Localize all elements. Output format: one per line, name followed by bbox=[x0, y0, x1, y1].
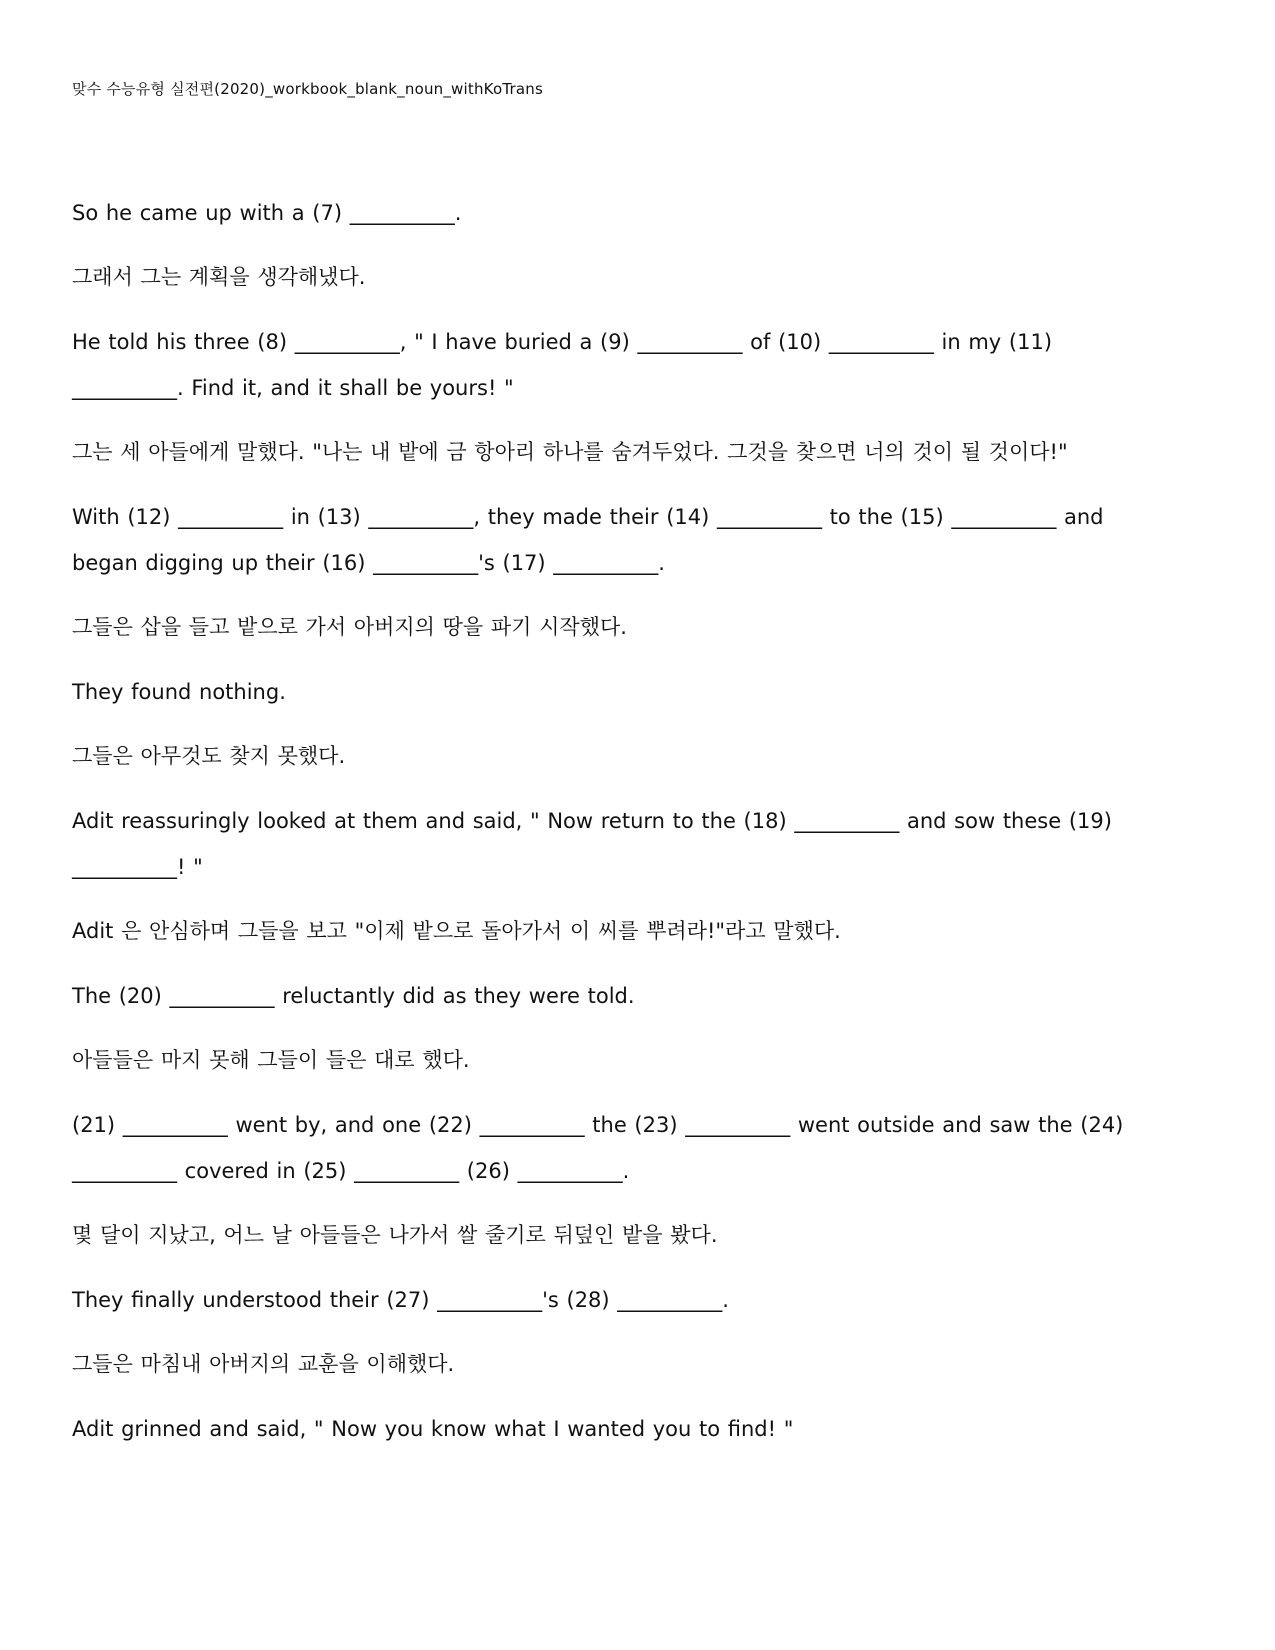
sentence-korean-translation: 그들은 마침내 아버지의 교훈을 이해했다. bbox=[72, 1352, 455, 1376]
sentence-english: He told his three (8) __________, " I have buried a (9) __________ of (10) __________ in my (11) __________. Find it, and it shall be yours! " bbox=[72, 330, 1053, 400]
sentence-korean-translation: Adit 은 안심하며 그들을 보고 "이제 밭으로 돌아가서 이 씨를 뿌려라!"라고 말했다. bbox=[72, 919, 841, 943]
sentence-english: Adit reassuringly looked at them and said, " Now return to the (18) __________ and sow these (19) __________! " bbox=[72, 809, 1112, 879]
sentence-english: The (20) __________ reluctantly did as they were told. bbox=[72, 984, 635, 1008]
sentence-english: With (12) __________ in (13) __________, they made their (14) __________ to the (15) __________ and began digging up their (16) __________'s (17) __________. bbox=[72, 505, 1104, 575]
sentence-english: So he came up with a (7) __________. bbox=[72, 201, 462, 225]
sentence-english: (21) __________ went by, and one (22) __________ the (23) __________ went outside and saw the (24) __________ covered in (25) __________ (26) __________. bbox=[72, 1113, 1124, 1183]
sentence-english: They finally understood their (27) __________'s (28) __________. bbox=[72, 1288, 729, 1312]
sentence-korean-translation: 그래서 그는 계획을 생각해냈다. bbox=[72, 265, 366, 289]
sentence-english: Adit grinned and said, " Now you know what I wanted you to find! " bbox=[72, 1417, 794, 1441]
sentence-english: They found nothing. bbox=[72, 680, 286, 704]
sentence-korean-translation: 그들은 아무것도 찾지 못했다. bbox=[72, 744, 346, 768]
document-body bbox=[72, 190, 1162, 1470]
sentence-korean-translation: 그는 세 아들에게 말했다. "나는 내 밭에 금 항아리 하나를 숨겨두었다. 그것을 찾으면 너의 것이 될 것이다!" bbox=[72, 440, 1068, 464]
sentence-korean-translation: 아들들은 마지 못해 그들이 들은 대로 했다. bbox=[72, 1048, 470, 1072]
sentence-korean-translation: 그들은 삽을 들고 밭으로 가서 아버지의 땅을 파기 시작했다. bbox=[72, 615, 627, 639]
sentence-korean-translation: 몇 달이 지났고, 어느 날 아들들은 나가서 쌀 줄기로 뒤덮인 밭을 봤다. bbox=[72, 1223, 718, 1247]
document-header: 맞수 수능유형 실전편(2020)_workbook_blank_noun_withKoTrans bbox=[72, 80, 543, 98]
